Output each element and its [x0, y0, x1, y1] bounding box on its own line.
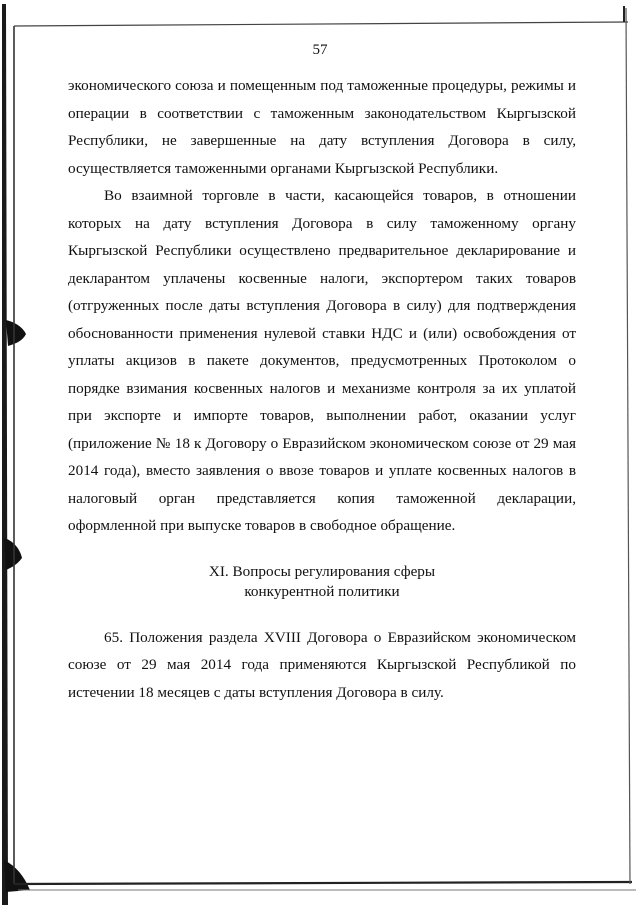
clause-65: 65. Положения раздела XVIII Договора о Евразийском экономическом союзе от 29 мая 2014 года применяются Кыргызской Республикой по истечении 18 месяцев с даты вступления Договора в силу.: [68, 628, 576, 701]
document-body: [68, 72, 576, 706]
paragraph-continuation: экономического союза и помещенным под таможенные процедуры, режимы и операции в соответствии с таможенным законодательством Кыргызской Республики, не завершенные на дату вступления Договора в силу, осуществляется таможенными органами Кыргызской Республики.: [68, 77, 576, 177]
page-number: 57: [312, 42, 328, 58]
section-heading: [68, 562, 576, 602]
paragraph-mutual-trade: Во взаимной торговле в части, касающейся товаров, в отношении которых на дату вступления Договора в силу таможенному органу Кыргызской Республики осуществлено предварительное декларирование и декларантом уплачены косвенные налоги, экспортером таких товаров (отгруженных после даты вступления Договора в силу) для подтверждения обоснованности применения нулевой ставки НДС и (или) освобождения от уплаты акцизов в пакете документов, предусмотренных Протоколом о порядке взимания косвенных налогов и механизме контроля за их уплатой при экспорте и импорте товаров, выполнении работ, оказании услуг (приложение № 18 к Договору о Евразийском экономическом союзе от 29 мая 2014 года), вместо заявления о ввозе товаров и уплате косвенных налогов в налоговый орган представляется копия таможенной декларации, оформленной при выпуске товаров в свободное обращение.: [68, 187, 576, 534]
section-heading-line-1: XI. Вопросы регулирования сферы: [208, 562, 436, 580]
section-heading-line-2: конкурентной политики: [244, 582, 400, 600]
